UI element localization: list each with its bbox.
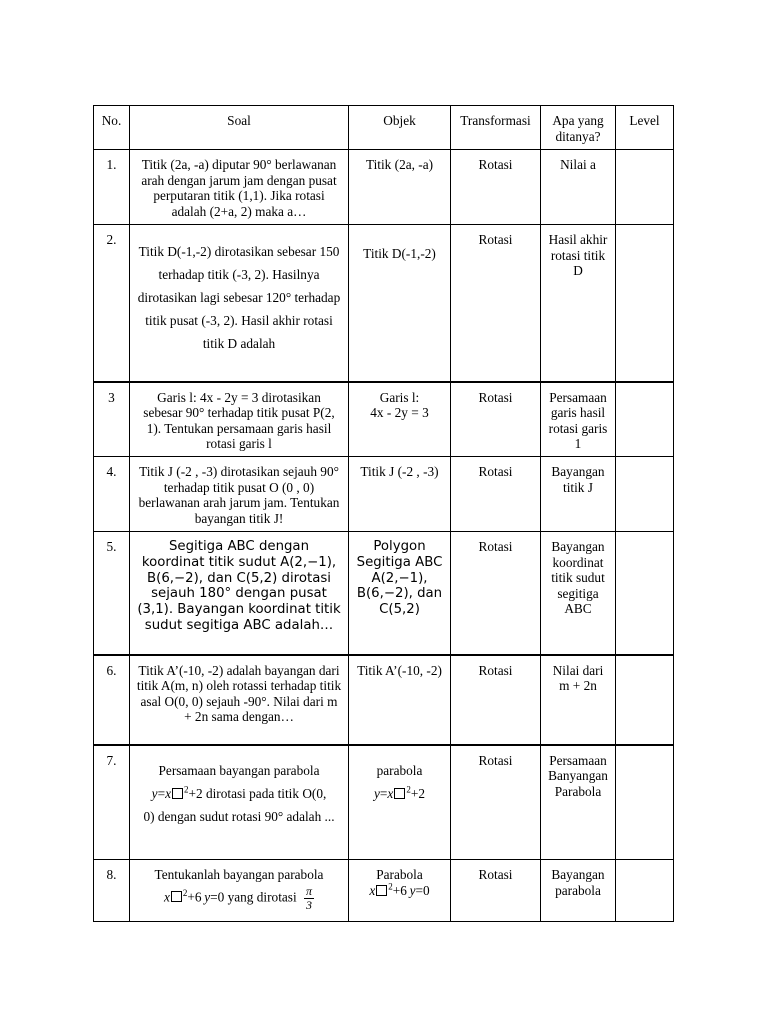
objek-math	[355, 782, 444, 805]
soal-line: Tentukanlah bayangan parabola	[154, 867, 324, 882]
cell-objek	[349, 382, 451, 457]
cell-transformasi: Rotasi	[451, 225, 541, 382]
placeholder-box-icon	[376, 885, 387, 896]
math-var: y	[409, 882, 416, 898]
math-var: x	[387, 785, 394, 801]
cell-objek: Titik J (-2 , -3)	[349, 457, 451, 532]
cell-transformasi: Rotasi	[451, 860, 541, 922]
table-row	[94, 860, 674, 922]
cell-no: 2.	[94, 225, 130, 382]
soal-line: 0) dengan sudut rotasi 90° adalah ...	[143, 808, 335, 824]
soal-line: Persamaan bayangan parabola	[158, 762, 320, 778]
cell-ditanya: Bayangan parabola	[541, 860, 616, 922]
math-eq: =0	[210, 889, 225, 905]
table-row	[94, 745, 674, 860]
cell-no: 7.	[94, 745, 130, 860]
cell-soal: Titik (2a, -a) diputar 90° berlawanan arah dengan jarum jam dengan pusat perputaran titik (1,1). Jika rotasi adalah (2+a, 2) maka a…	[130, 150, 349, 225]
math-rest: +6	[392, 882, 407, 898]
placeholder-box-icon	[394, 788, 405, 799]
cell-no: 1.	[94, 150, 130, 225]
objek-line: 4x - 2y = 3	[370, 405, 429, 420]
math-var: x	[163, 889, 170, 905]
cell-objek	[349, 745, 451, 860]
math-exponent: 2	[406, 784, 411, 795]
cell-ditanya: Nilai a	[541, 150, 616, 225]
objek-math	[355, 883, 444, 899]
cell-ditanya: Hasil akhir rotasi titik D	[541, 225, 616, 382]
cell-transformasi: Rotasi	[451, 532, 541, 655]
header-no: No.	[94, 106, 130, 150]
table-row	[94, 457, 674, 532]
math-var: y	[204, 889, 211, 905]
cell-soal	[130, 745, 349, 860]
table-row	[94, 532, 674, 655]
cell-transformasi: Rotasi	[451, 457, 541, 532]
math-rest: +2	[188, 785, 203, 801]
soal-line	[136, 782, 342, 805]
cell-objek: Titik (2a, -a)	[349, 150, 451, 225]
fraction-numerator: π	[306, 883, 313, 898]
placeholder-box-icon	[171, 891, 182, 902]
cell-ditanya: Persamaan garis hasil rotasi garis 1	[541, 382, 616, 457]
cell-soal: Segitiga ABC dengan koordinat titik sudut A(2,−1), B(6,−2), dan C(5,2) dirotasi sejauh 180° dengan pusat (3,1). Bayangan koordinat titik sudut segitiga ABC adalah…	[130, 532, 349, 655]
cell-soal: Garis l: 4x - 2y = 3 dirotasikan sebesar 90° terhadap titik pusat P(2, 1). Tentukan persamaan garis hasil rotasi garis l	[130, 382, 349, 457]
cell-no: 3	[94, 382, 130, 457]
cell-soal: Titik J (-2 , -3) dirotasikan sejauh 90° terhadap titik pusat O (0 , 0) berlawanan arah jarum jam. Tentukan bayangan titik J!	[130, 457, 349, 532]
table-header-row	[94, 106, 674, 150]
cell-level	[616, 225, 674, 382]
cell-ditanya: Bayangan titik J	[541, 457, 616, 532]
math-exponent: 2	[183, 784, 189, 795]
math-var: x	[369, 882, 376, 898]
cell-no: 4.	[94, 457, 130, 532]
math-eq: =	[157, 785, 166, 801]
table-row	[94, 655, 674, 745]
cell-objek: Titik D(-1,-2)	[349, 225, 451, 382]
cell-soal: Titik D(-1,-2) dirotasikan sebesar 150 terhadap titik (-3, 2). Hasilnya dirotasikan lagi sebesar 120° terhadap titik pusat (-3, 2). Hasil akhir rotasi titik D adalah	[130, 225, 349, 382]
objek-line: Garis l:	[379, 389, 420, 405]
cell-level	[616, 532, 674, 655]
math-rest: +6	[187, 889, 202, 905]
cell-no: 5.	[94, 532, 130, 655]
cell-ditanya: Nilai dari m + 2n	[541, 655, 616, 745]
cell-transformasi: Rotasi	[451, 655, 541, 745]
math-exponent: 2	[388, 881, 393, 892]
table-row	[94, 225, 674, 382]
soal-text: dirotasi pada titik O(0,	[202, 785, 327, 801]
math-var: y	[374, 785, 380, 801]
cell-level	[616, 860, 674, 922]
cell-level	[616, 150, 674, 225]
math-eq: =	[379, 785, 388, 801]
objek-line: Parabola	[376, 867, 423, 882]
cell-soal	[130, 860, 349, 922]
cell-transformasi: Rotasi	[451, 382, 541, 457]
cell-transformasi: Rotasi	[451, 150, 541, 225]
placeholder-box-icon	[172, 788, 183, 799]
fraction	[304, 885, 314, 912]
header-soal: Soal	[130, 106, 349, 150]
soal-text: yang dirotasi	[224, 889, 300, 905]
cell-level	[616, 457, 674, 532]
soal-line	[136, 885, 342, 912]
math-var: x	[165, 785, 171, 801]
cell-level	[616, 382, 674, 457]
objek-line: parabola	[376, 762, 423, 778]
cell-level	[616, 745, 674, 860]
cell-no: 8.	[94, 860, 130, 922]
math-exponent: 2	[182, 887, 188, 898]
cell-soal: Titik A’(-10, -2) adalah bayangan dari titik A(m, n) oleh rotassi terhadap titik asal O(0, 0) sejauh -90°. Nilai dari m + 2n sama dengan…	[130, 655, 349, 745]
cell-transformasi: Rotasi	[451, 745, 541, 860]
cell-level	[616, 655, 674, 745]
cell-ditanya: Persamaan Banyangan Parabola	[541, 745, 616, 860]
fraction-denominator: 3	[306, 897, 312, 912]
table-row	[94, 150, 674, 225]
header-objek: Objek	[349, 106, 451, 150]
math-var: y	[151, 785, 158, 801]
cell-ditanya: Bayangan koordinat titik sudut segitiga ABC	[541, 532, 616, 655]
cell-objek: Titik A’(-10, -2)	[349, 655, 451, 745]
header-ditanya: Apa yang ditanya?	[541, 106, 616, 150]
math-eq: =0	[415, 882, 430, 898]
header-transformasi: Transformasi	[451, 106, 541, 150]
math-rest: +2	[410, 785, 425, 801]
cell-objek	[349, 860, 451, 922]
table-row	[94, 382, 674, 457]
cell-objek: Polygon Segitiga ABC A(2,−1), B(6,−2), dan C(5,2)	[349, 532, 451, 655]
cell-no: 6.	[94, 655, 130, 745]
question-table	[93, 105, 674, 922]
header-level: Level	[616, 106, 674, 150]
